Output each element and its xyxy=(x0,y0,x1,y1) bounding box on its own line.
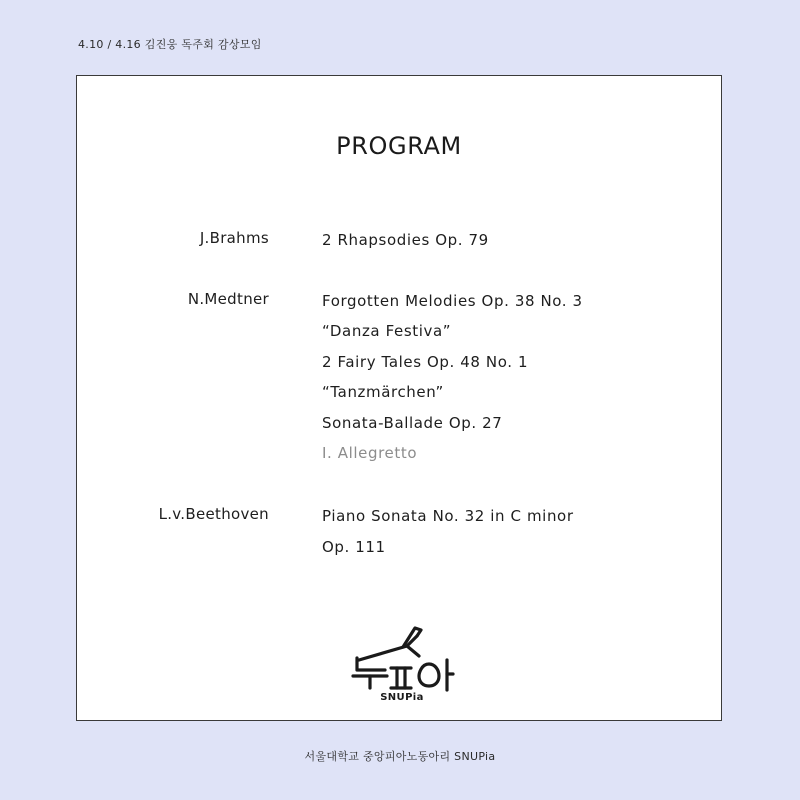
event-caption: 4.10 / 4.16 김진웅 독주회 감상모임 xyxy=(78,38,262,51)
work-medtner-danza-festiva: “Danza Festiva” xyxy=(322,322,452,340)
work-beethoven-sonata: Piano Sonata No. 32 in C minor xyxy=(322,507,574,525)
program-title: PROGRAM xyxy=(336,132,462,160)
composer-brahms: J.Brahms xyxy=(199,229,269,247)
work-medtner-movement: I. Allegretto xyxy=(322,444,418,462)
composer-medtner: N.Medtner xyxy=(187,290,269,308)
work-beethoven-opus: Op. 111 xyxy=(322,538,386,556)
logo-wordmark: SNUPia xyxy=(380,692,424,703)
program-card xyxy=(76,75,722,721)
work-medtner-fairy-tales: 2 Fairy Tales Op. 48 No. 1 xyxy=(322,353,529,371)
snupia-logo xyxy=(347,616,457,701)
work-medtner-forgotten-melodies: Forgotten Melodies Op. 38 No. 3 xyxy=(322,292,583,310)
work-medtner-tanzmarchen: “Tanzmärchen” xyxy=(322,383,444,401)
composer-beethoven: L.v.Beethoven xyxy=(158,505,269,523)
footer-club-name: 서울대학교 중앙피아노동아리 SNUPia xyxy=(304,750,496,763)
work-medtner-sonata-ballade: Sonata-Ballade Op. 27 xyxy=(322,414,503,432)
piano-icon xyxy=(347,616,457,692)
work-brahms-rhapsodies: 2 Rhapsodies Op. 79 xyxy=(322,231,489,249)
